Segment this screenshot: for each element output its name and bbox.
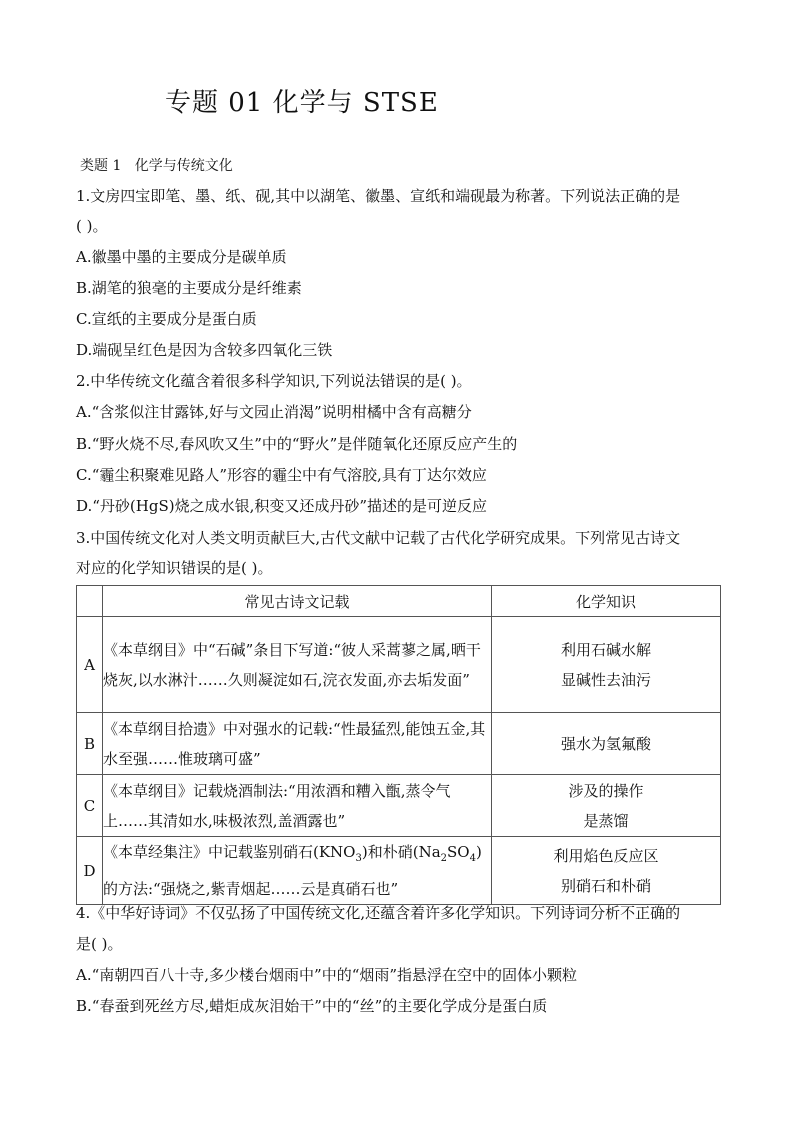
row-record: 《本草纲目》记载烧酒制法:“用浓酒和糟入甑,蒸令气上……其清如水,味极浓烈,盖酒露也” (103, 775, 492, 837)
record-text: )和朴硝(Na (361, 843, 441, 861)
row-knowledge (492, 713, 721, 775)
row-knowledge (492, 775, 721, 837)
q1-stem-line2: ( )。 (76, 217, 108, 235)
row-letter: A (77, 617, 103, 713)
knowledge-line: 涉及的操作 (568, 781, 644, 800)
table-row (77, 837, 721, 905)
row-record: 《本草纲目》中“石碱”条目下写道:“彼人采蒿蓼之属,晒干烧灰,以水淋汁……久则凝淀如石,浣衣发面,亦去垢发面” (103, 617, 492, 713)
q1-option-a: A.徽墨中墨的主要成分是碳单质 (76, 248, 287, 266)
q1-option-c: C.宣纸的主要成分是蛋白质 (76, 310, 257, 328)
q1-stem-line1: 1.文房四宝即笔、墨、纸、砚,其中以湖笔、徽墨、宣纸和端砚最为称著。下列说法正确的是 (76, 187, 681, 205)
q1-option-d: D.端砚呈红色是因为含较多四氧化三铁 (76, 341, 333, 359)
knowledge-line: 利用焰色反应区 (553, 846, 659, 865)
q3-stem-line1: 3.中国传统文化对人类文明贡献巨大,古代文献中记载了古代化学研究成果。下列常见古诗文 (76, 529, 681, 547)
row-record: 《本草纲目拾遗》中对强水的记载:“性最猛烈,能蚀五金,其水至强……惟玻璃可盛” (103, 713, 492, 775)
row-record (103, 837, 492, 905)
q2-option-a: A.“含浆似注甘露钵,好与文园止消渴”说明柑橘中含有高糖分 (76, 403, 472, 421)
q2-stem: 2.中华传统文化蕴含着很多科学知识,下列说法错误的是( )。 (76, 372, 472, 390)
record-text: )的方法:“强烧之,紫青烟起……云是真硝石也” (103, 843, 482, 898)
q1-option-b: B.湖笔的狼毫的主要成分是纤维素 (76, 279, 302, 297)
q2-option-c: C.“霾尘积聚难见路人”形容的霾尘中有气溶胶,具有丁达尔效应 (76, 466, 487, 484)
record-text: SO (447, 843, 470, 861)
table-row (77, 713, 721, 775)
q3-stem-line2: 对应的化学知识错误的是( )。 (76, 559, 273, 577)
header-record: 常见古诗文记载 (103, 586, 492, 617)
subscript: 4 (469, 853, 476, 864)
knowledge-line: 强水为氢氟酸 (560, 734, 651, 753)
header-knowledge: 化学知识 (492, 586, 721, 617)
knowledge-line: 别硝石和朴硝 (560, 876, 651, 895)
table-row (77, 775, 721, 837)
q4-stem-line2: 是( )。 (76, 935, 123, 953)
row-letter: D (77, 837, 103, 905)
record-text: 《本草经集注》中记载鉴别硝石(KNO (103, 843, 356, 861)
q2-option-d: D.“丹砂(HgS)烧之成水银,积变又还成丹砂”描述的是可逆反应 (76, 497, 488, 515)
header-empty-cell (77, 586, 103, 617)
q4-option-b: B.“春蚕到死丝方尽,蜡炬成灰泪始干”中的“丝”的主要化学成分是蛋白质 (76, 997, 548, 1015)
q2-option-b: B.“野火烧不尽,春风吹又生”中的“野火”是伴随氧化还原反应产生的 (76, 435, 518, 453)
row-knowledge (492, 617, 721, 713)
q3-table (76, 585, 721, 905)
knowledge-line: 显碱性去油污 (560, 670, 651, 689)
knowledge-line: 利用石碱水解 (560, 640, 651, 659)
row-letter: B (77, 713, 103, 775)
knowledge-line: 是蒸馏 (583, 811, 629, 830)
page-title: 专题 01 化学与 STSE (165, 88, 439, 118)
table-row (77, 617, 721, 713)
section-label: 类题 1 化学与传统文化 (80, 158, 233, 174)
q4-option-a: A.“南朝四百八十寺,多少楼台烟雨中”中的“烟雨”指悬浮在空中的固体小颗粒 (76, 966, 578, 984)
subscript: 2 (440, 853, 448, 864)
table-header-row (77, 586, 721, 617)
subscript: 3 (355, 853, 362, 864)
q4-stem-line1: 4.《中华好诗词》不仅弘扬了中国传统文化,还蕴含着许多化学知识。下列诗词分析不正确的 (76, 904, 681, 922)
row-knowledge (492, 837, 721, 905)
row-letter: C (77, 775, 103, 837)
